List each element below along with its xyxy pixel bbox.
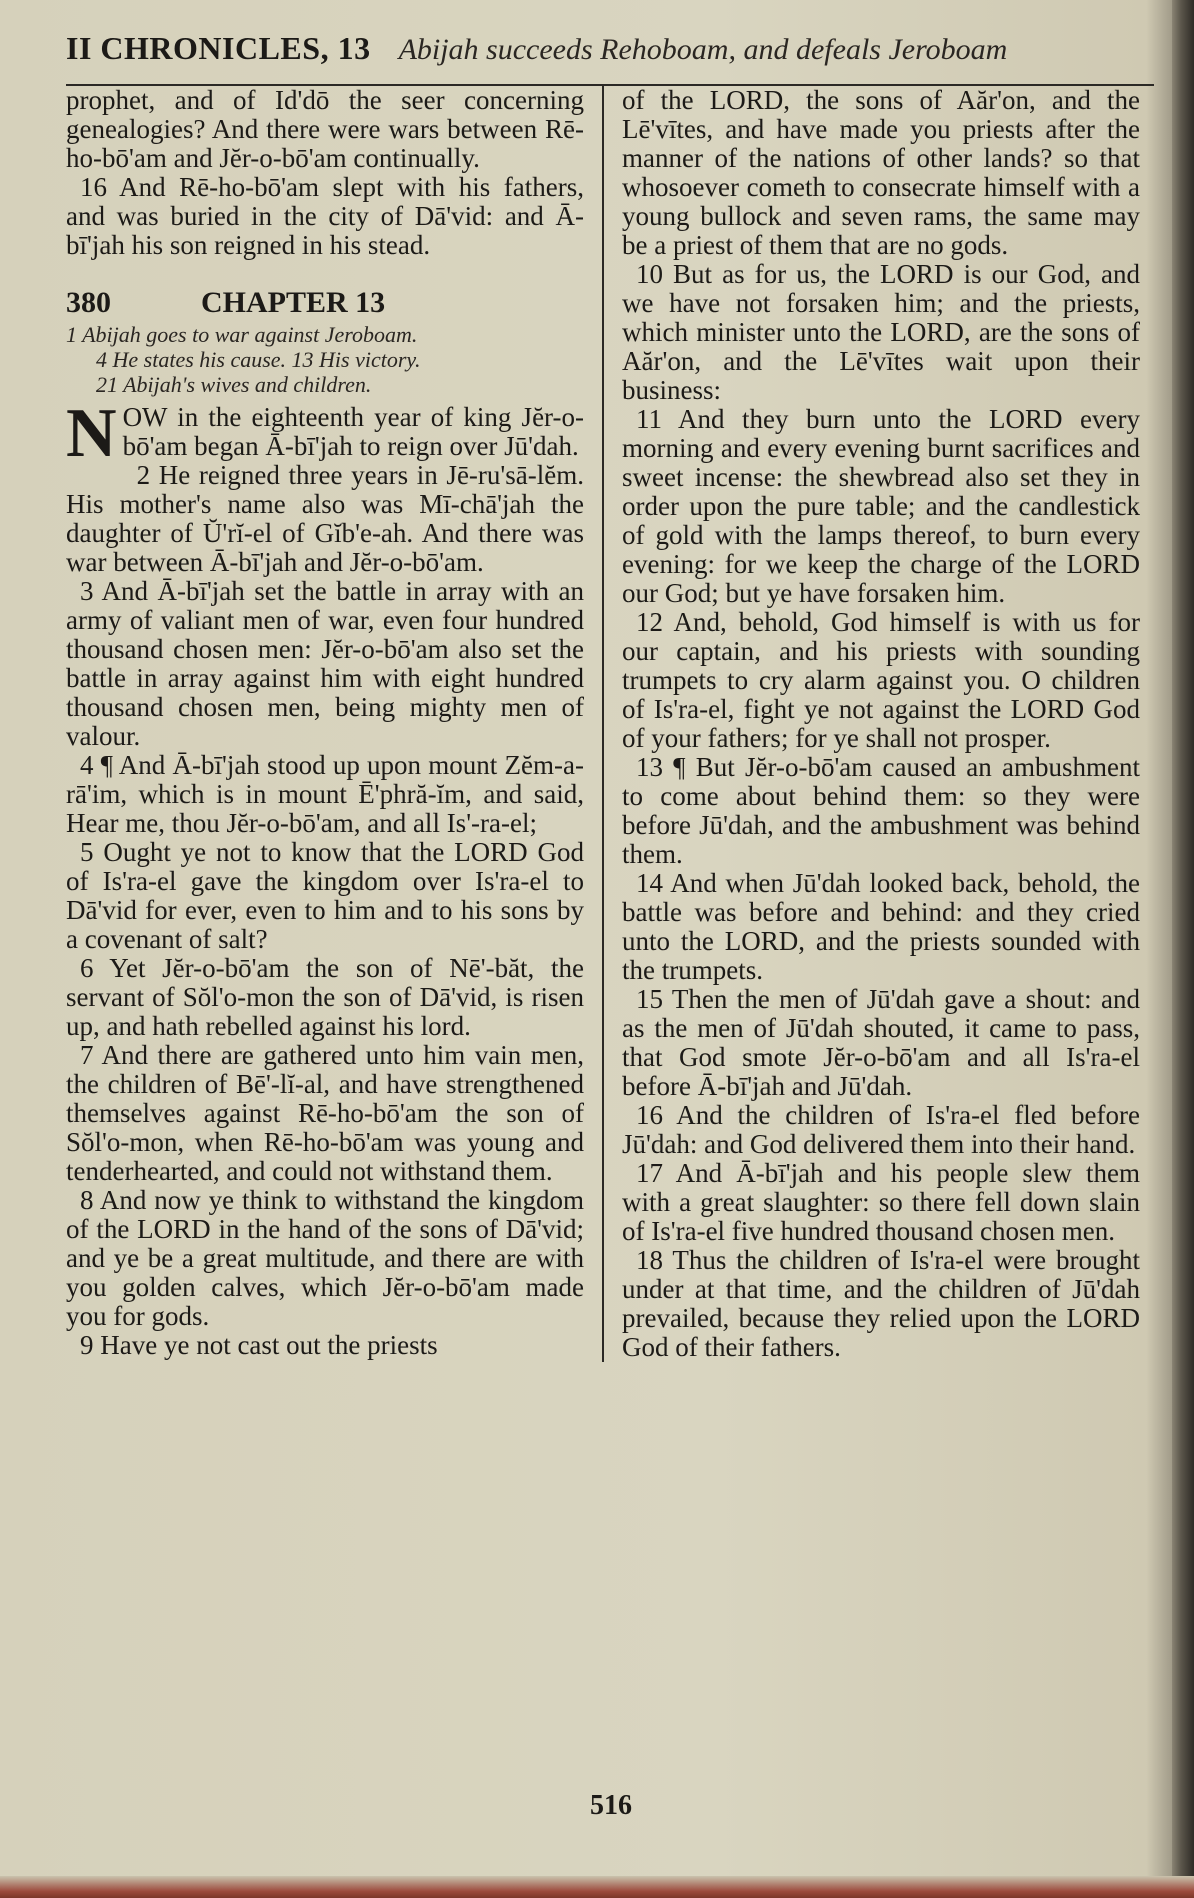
verse-carryover: prophet, and of Id'dō the seer concerning genealogies? And there were wars between Rē-ho-bō'am and Jĕr-o-bō'am continually. [66,85,584,173]
chapter-heading [66,286,584,320]
chapter-reference-number: 380 [66,286,111,319]
right-column [610,86,1140,1362]
verse-16: 16 And the children of Is'ra-el fled before Jū'dah: and God delivered them into their hand. [622,1100,1140,1159]
verse-17: 17 And Ā-bī'jah and his people slew them with a great slaughter: so there fell down slain of Is'ra-el five hundred thousand chosen men. [622,1158,1140,1246]
verse-3: 3 And Ā-bī'jah set the battle in array with an army of valiant men of war, even four hundred thousand chosen men: Jĕr-o-bō'am also set the battle in array against him with eight hundred thousand chosen men, being mighty men of valour. [66,576,584,751]
verse-5: 5 Ought ye not to know that the LORD God of Is'ra-el gave the kingdom over Is'ra-el to Dā'vid for ever, even to him and to his sons by a covenant of salt? [66,837,584,954]
header-summary: Abijah succeeds Rehoboam, and defeals Jeroboam [398,33,1008,66]
verse-6: 6 Yet Jĕr-o-bō'am the son of Nē'-băt, the servant of Sŏl'o-mon the son of Dā'vid, is risen up, and hath rebelled against his lord. [66,953,584,1041]
verse-11: 11 And they burn unto the LORD every morning and every evening burnt sacrifices and sweet incense: the shewbread also set they in order upon the pure table; and the candlestick of gold with the lamps thereof, to burn every evening: for we keep the charge of the LORD our God; but ye have forsaken him. [622,404,1140,608]
verse-2: 2 He reigned three years in Jē-ru'sā-lĕm. His mother's name also was Mī-chā'jah the daughter of Ŭ'rĭ-el of Gĭb'e-ah. And there was war between Ā-bī'jah and Jĕr-o-bō'am. [66,460,584,577]
running-header [66,30,1154,74]
summary-line: 1 Abijah goes to war against Jeroboam. [66,322,418,347]
summary-line: 21 Abijah's wives and children. [96,372,372,397]
verse-9: 9 Have ye not cast out the priests [80,1330,438,1360]
page-number: 516 [590,1790,632,1821]
column-divider [602,86,604,1362]
verse-8: 8 And now ye think to withstand the kingdom of the LORD in the hand of the sons of Dā'vid; and ye be a great multitude, and there are with you golden calves, which Jĕr-o-bō'am made you for gods. [66,1185,584,1331]
chapter-summary [66,322,584,397]
verse-1 [66,395,584,472]
verse-12: 12 And, behold, God himself is with us for our captain, and his priests with sounding trumpets to cry alarm against you. O children of Is'ra-el, fight ye not against the LORD God of your fathers; for ye shall not prosper. [622,607,1140,753]
verse-14: 14 And when Jū'dah looked back, behold, the battle was before and behind: and they cried unto the LORD, and the priests sounded with the trumpets. [622,868,1140,985]
verse-1-text: OW in the eighteenth year of king Jĕr-o-bō'am began Ā-bī'jah to reign over Jū'dah. [122,402,584,461]
page-bottom-edge [0,1876,1194,1898]
verse-18: 18 Thus the children of Is'ra-el were brought under at that time, and the children of Jū'dah prevailed, because they relied upon the LORD God of their fathers. [622,1245,1140,1362]
text-columns [66,86,1154,1362]
verse-4: 4 ¶ And Ā-bī'jah stood up upon mount Zĕm-a-rā'im, which is in mount Ē'phră-ĭm, and said, Hear me, thou Jĕr-o-bō'am, and all Is'-ra-el; [66,750,584,838]
verse-9-continued: of the LORD, the sons of Aăr'on, and the Lē'vītes, and have made you priests after the manner of the nations of other lands? so that whosoever cometh to consecrate himself with a young bullock and seven rams, the same may be a priest of them that are no gods. [622,85,1140,260]
book-spine-edge [1172,0,1194,1898]
left-column [66,86,596,1362]
verse-7: 7 And there are gathered unto him vain men, the children of Bē'-lĭ-al, and have strengthened themselves against Rē-ho-bō'am the son of Sŏl'o-mon, when Rē-ho-bō'am was young and tenderhearted, and could not withstand them. [66,1040,584,1186]
verse-12-16: 16 And Rē-ho-bō'am slept with his fathers, and was buried in the city of Dā'vid: and Ā-bī'jah his son reigned in his stead. [66,172,584,260]
summary-line: 4 He states his cause. 13 His victory. [96,347,421,372]
drop-cap: N [66,395,117,472]
verse-13: 13 ¶ But Jĕr-o-bō'am caused an ambushment to come about behind them: so they were before Jū'dah, and the ambushment was behind them. [622,752,1140,869]
chapter-13-block [66,286,584,472]
verse-15: 15 Then the men of Jū'dah gave a shout: and as the men of Jū'dah shouted, it came to pass, that God smote Jĕr-o-bō'am and all Is'ra-el before Ā-bī'jah and Jū'dah. [622,984,1140,1101]
book-chapter-title: II CHRONICLES, 13 [66,30,371,66]
chapter-title: CHAPTER 13 [201,286,386,319]
verse-10: 10 But as for us, the LORD is our God, and we have not forsaken him; and the priests, which minister unto the LORD, are the sons of Aăr'on, and the Lē'vītes wait upon their business: [622,259,1140,405]
